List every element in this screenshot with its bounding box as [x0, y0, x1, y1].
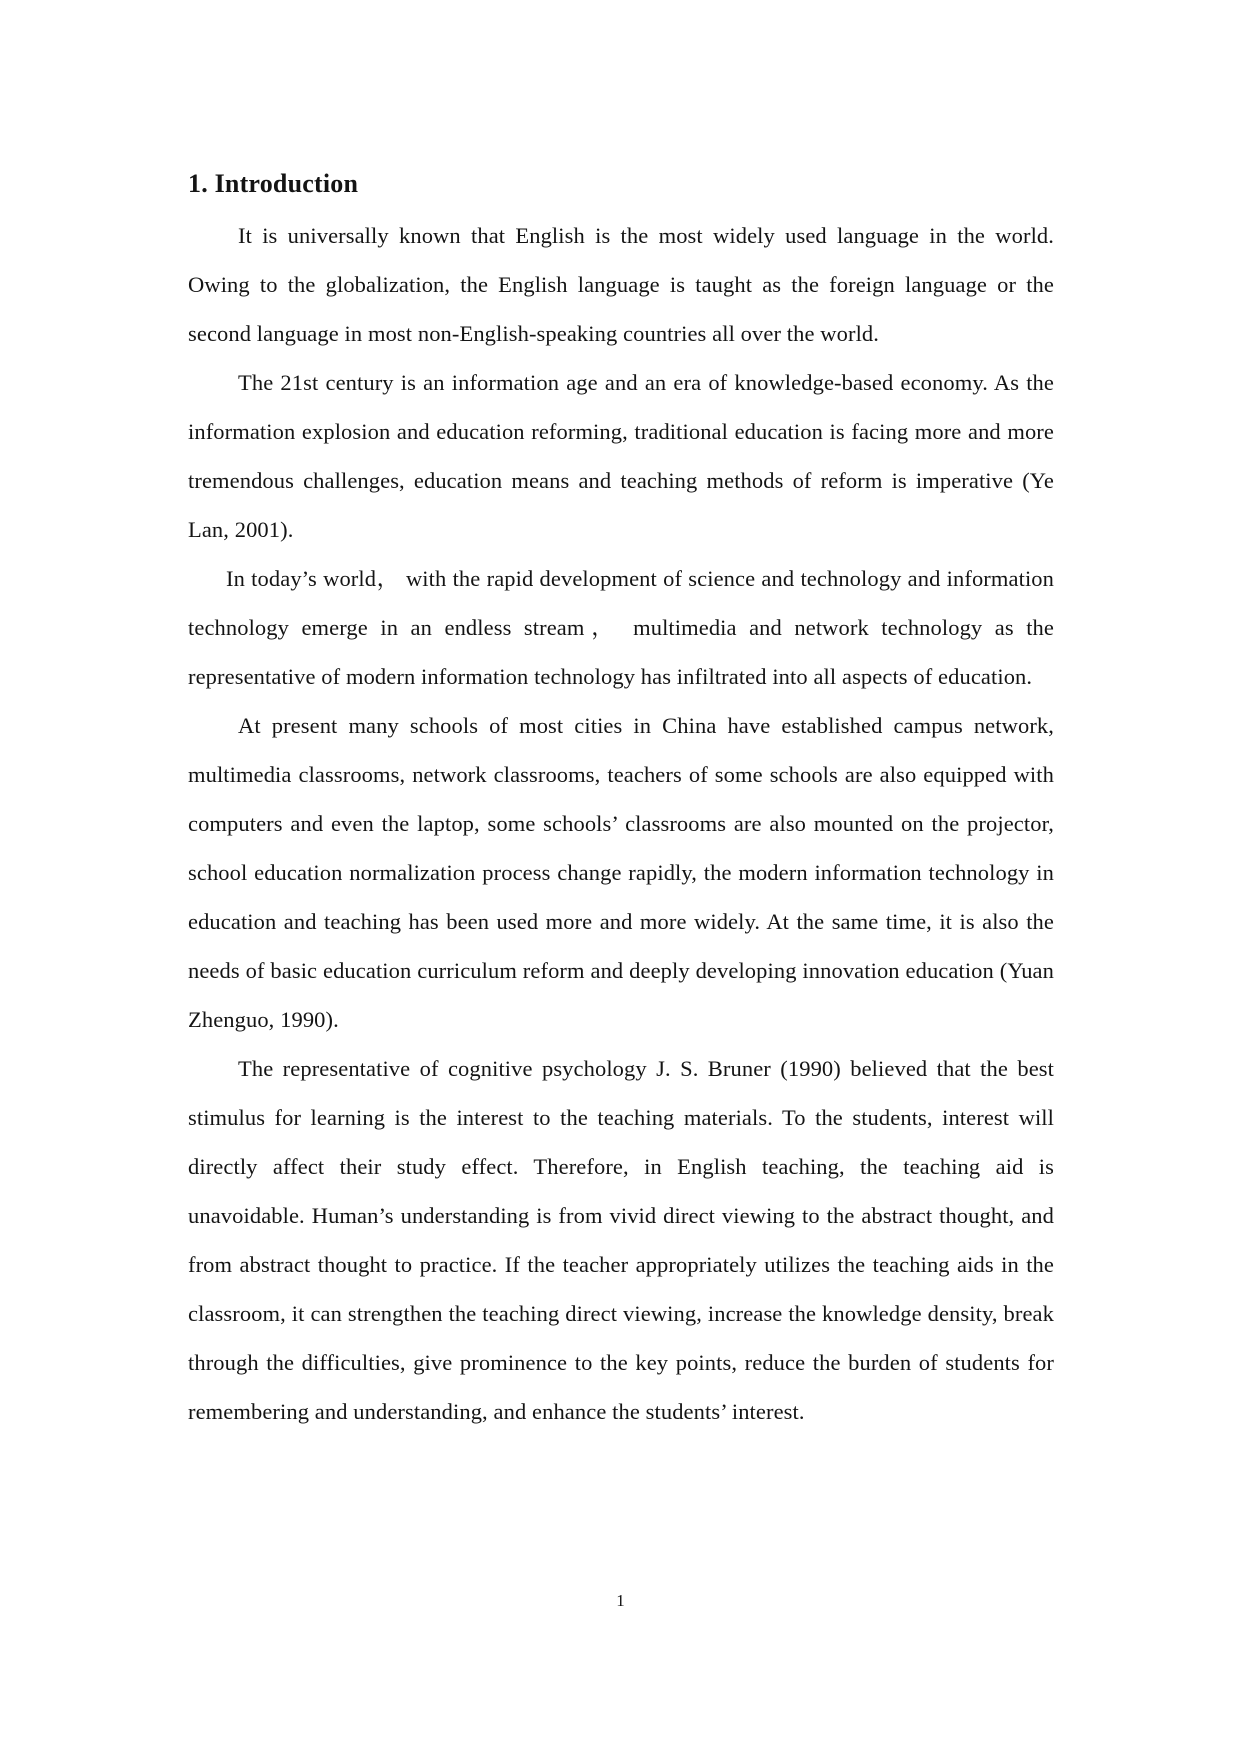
page-content [188, 164, 1054, 1436]
paragraph-4: At present many schools of most cities in China have established campus network, multimedia classrooms, network classrooms, teachers of some schools are also equipped with computers and even the laptop, some schools’ classrooms are also mounted on the projector, school education normalization process change rapidly, the modern information technology in education and teaching has been used more and more widely. At the same time, it is also the needs of basic education curriculum reform and deeply developing innovation education (Yuan Zhenguo, 1990). [188, 713, 1054, 1032]
section-heading: 1. Introduction [188, 169, 359, 198]
paragraph-3: In today’s world， with the rapid development of science and technology and information technology emerge in an endless stream， multimedia and network technology as the representative of modern information technology has infiltrated into all aspects of education. [188, 566, 1054, 689]
paragraph-1: It is universally known that English is the most widely used language in the world. Owing to the globalization, the English language is taught as the foreign language or the second language in most non-English-speaking countries all over the world. [188, 223, 1054, 346]
paragraph-5: The representative of cognitive psychology J. S. Bruner (1990) believed that the best stimulus for learning is the interest to the teaching materials. To the students, interest will directly affect their study effect. Therefore, in English teaching, the teaching aid is unavoidable. Human’s understanding is from vivid direct viewing to the abstract thought, and from abstract thought to practice. If the teacher appropriately utilizes the teaching aids in the classroom, it can strengthen the teaching direct viewing, increase the knowledge density, break through the difficulties, give prominence to the key points, reduce the burden of students for remembering and understanding, and enhance the students’ interest. [188, 1056, 1054, 1424]
paragraph-2: The 21st century is an information age and an era of knowledge-based economy. As the information explosion and education reforming, traditional education is facing more and more tremendous challenges, education means and teaching methods of reform is imperative (Ye Lan, 2001). [188, 370, 1054, 542]
page-number: 1 [616, 1591, 625, 1610]
